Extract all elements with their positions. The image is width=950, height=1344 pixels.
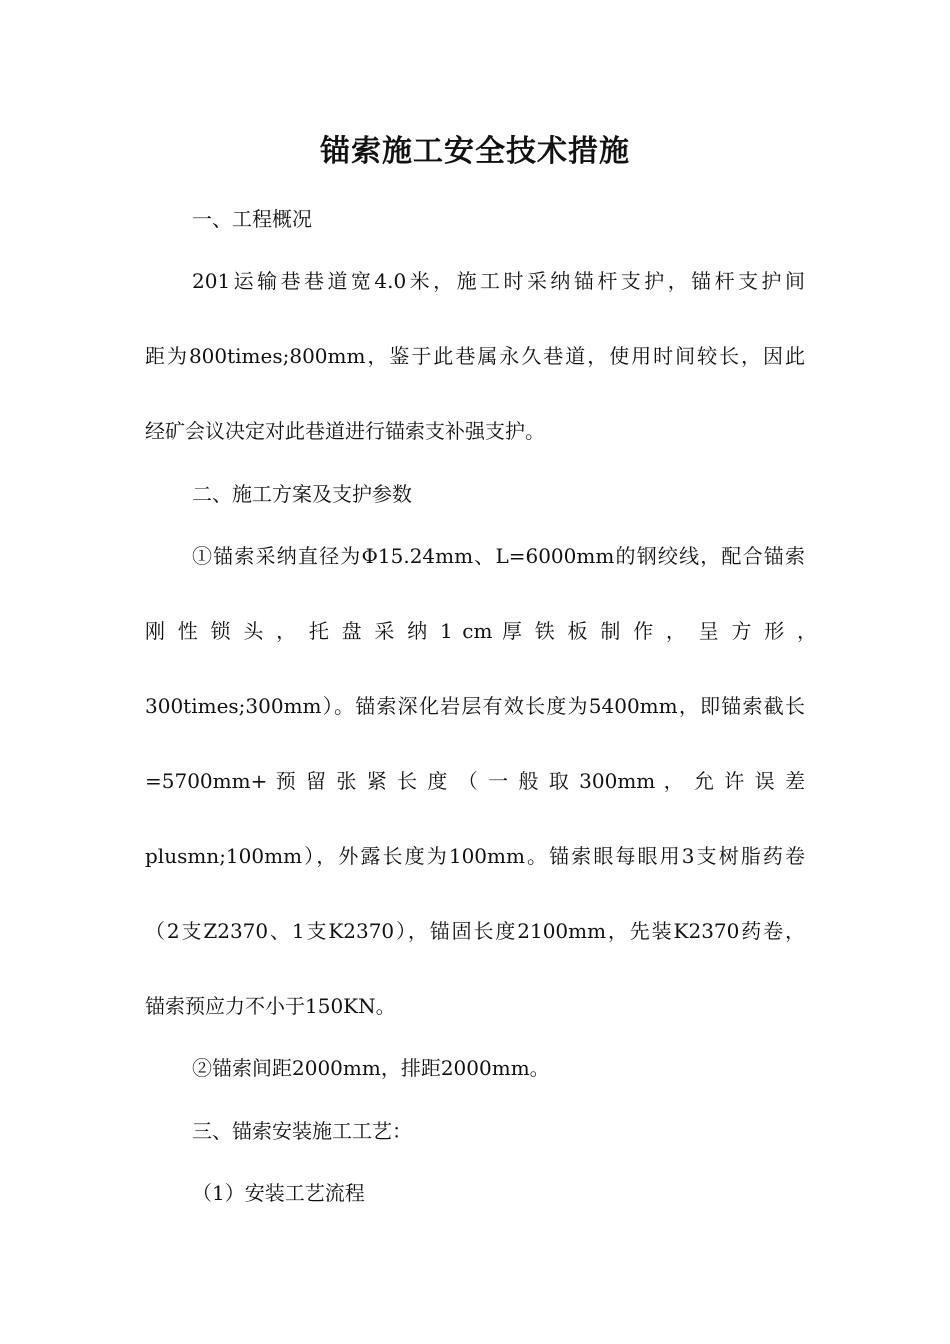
section-heading-plan: 二、施工方案及支护参数 [192,482,412,506]
section-heading-overview: 一、工程概况 [192,207,312,231]
section-heading-process: 三、锚索安装施工工艺： [192,1119,412,1143]
paragraph-line: ①锚索采纳直径为Φ15.24mm、L=6000mm的钢绞线，配合锚索 [192,544,805,568]
paragraph-line: （2支Z2370、1支K2370），锚固长度2100mm，先装K2370药卷， [145,919,805,943]
paragraph-line: 经矿会议决定对此巷道进行锚索支补强支护。 [145,419,545,443]
paragraph-line: 距为800times;800mm，鉴于此巷属永久巷道，使用时间较长，因此 [145,344,805,368]
subsection-heading: （1）安装工艺流程 [192,1181,365,1205]
paragraph-line: 201运输巷巷道宽4.0米，施工时采纳锚杆支护，锚杆支护间 [192,269,805,293]
paragraph-line: 300times;300mm）。锚索深化岩层有效长度为5400mm，即锚索截长 [145,694,805,718]
paragraph-line: 锚索预应力不小于150KN。 [145,994,396,1018]
paragraph-line: ②锚索间距2000mm，排距2000mm。 [192,1056,550,1080]
paragraph-line: =5700mm+ 预 留 张 紧 长 度 （ 一 般 取 300mm ， 允 许 误 差 [145,769,805,793]
paragraph-line: plusmn;100mm），外露长度为100mm。锚索眼每眼用3支树脂药卷 [145,844,805,868]
document-title: 锚索施工安全技术措施 [320,134,630,169]
paragraph-line: 刚 性 锁 头 ， 托 盘 采 纳 1 cm 厚 铁 板 制 作 ， 呈 方 形 ， [145,619,817,643]
